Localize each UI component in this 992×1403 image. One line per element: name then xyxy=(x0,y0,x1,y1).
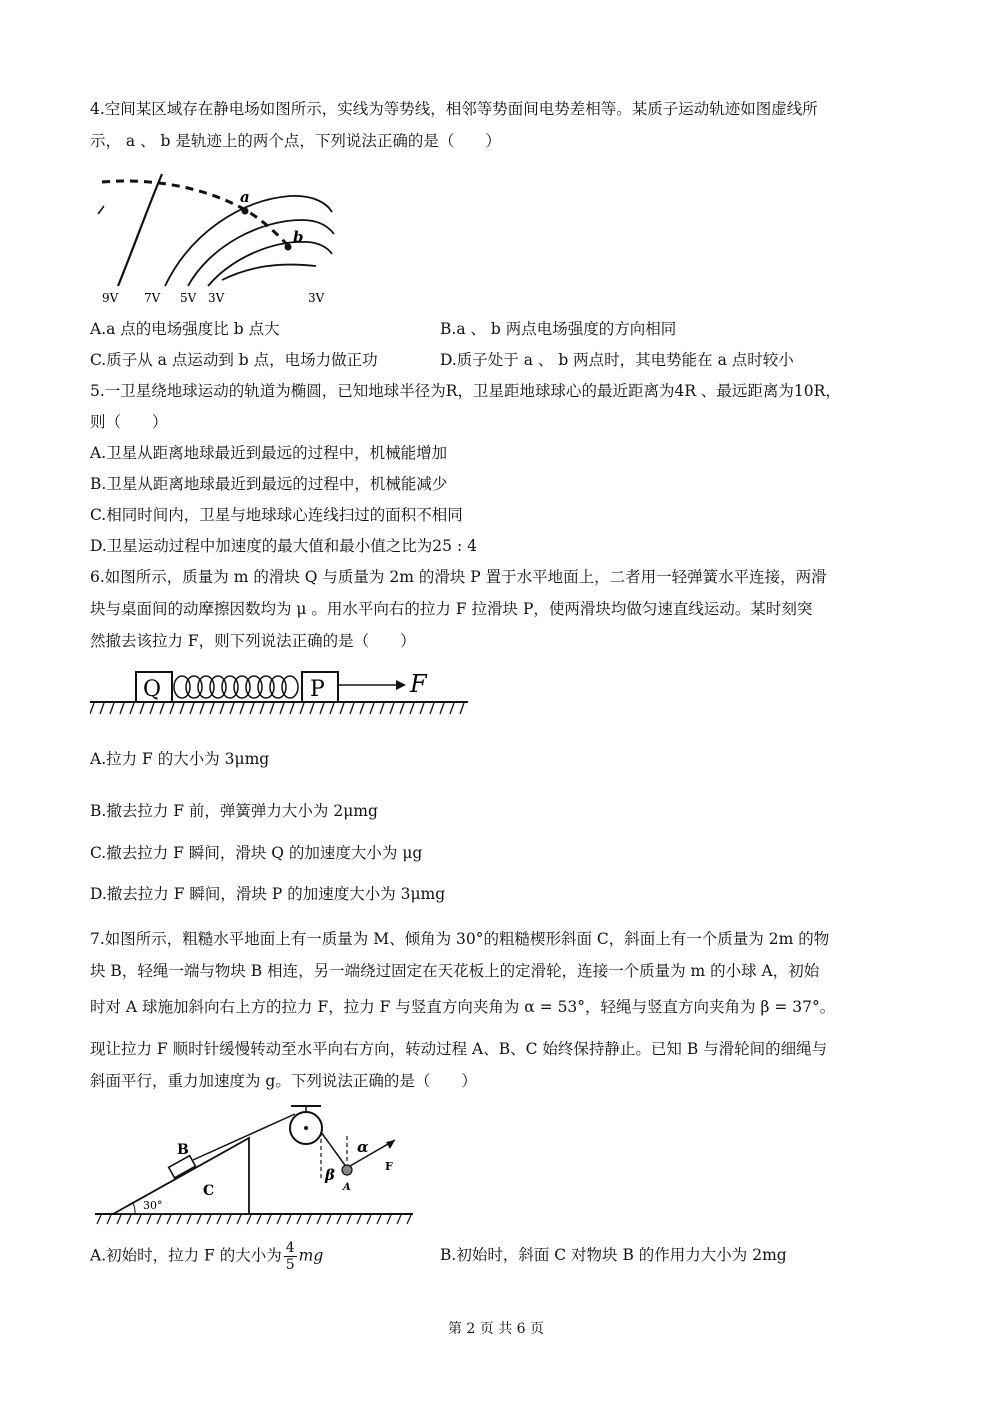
rope-pulley-to-a xyxy=(321,1132,347,1168)
fraction-denominator: 5 xyxy=(285,1257,295,1273)
label-f: F xyxy=(410,670,427,698)
q7-stem-line4: 现让拉力 F 顺时针缓慢转动至水平向右方向，转动过程 A、B、C 始终保持静止。已知 B 与滑轮间的细绳与 xyxy=(90,1040,828,1058)
fraction-4-5 xyxy=(284,1240,297,1273)
q4-option-a: A.a 点的电场强度比 b 点大 xyxy=(90,320,280,338)
label-angle-30: 30° xyxy=(143,1199,163,1212)
label-b: b xyxy=(293,228,304,246)
q6-option-a: A.拉力 F 的大小为 3μmg xyxy=(90,750,270,768)
label-a: a xyxy=(240,188,250,206)
q6-option-b: B.撤去拉力 F 前，弹簧弹力大小为 2μmg xyxy=(90,802,378,820)
q4-option-d: D.质子处于 a 、 b 两点时，其电势能在 a 点时较小 xyxy=(440,351,794,369)
fraction-numerator: 4 xyxy=(285,1240,295,1256)
q7-option-a-suffix: mg xyxy=(298,1246,324,1265)
q6-stem-line3: 然撤去该拉力 F，则下列说法正确的是（ ） xyxy=(90,632,416,650)
equipotential-3v-line xyxy=(208,242,332,286)
q6-option-c: C.撤去拉力 F 瞬间，滑块 Q 的加速度大小为 μg xyxy=(90,844,423,862)
trajectory-dash-mark xyxy=(98,206,104,214)
label-3v-right: 3V xyxy=(308,291,325,305)
spring-coil xyxy=(174,676,298,698)
q4-stem-line1: 4.空间某区域存在静电场如图所示，实线为等势线，相邻等势面间电势差相等。某质子运动轨迹如图虚线所 xyxy=(90,100,818,118)
equipotential-7v-line xyxy=(165,196,332,286)
q5-stem-line1: 5.一卫星绕地球运动的轨道为椭圆，已知地球半径为R，卫星距地球球心的最近距离为4R 、最远距离为10R， xyxy=(90,382,841,400)
label-3v: 3V xyxy=(208,291,225,305)
ground-hatching-q7 xyxy=(97,1215,411,1224)
q7-option-a xyxy=(90,1240,323,1273)
equipotential-3v-inner-line xyxy=(222,265,316,280)
q7-option-a-prefix: A.初始时，拉力 F 的大小为 xyxy=(90,1246,282,1265)
label-b: B xyxy=(177,1142,189,1158)
label-p: P xyxy=(310,677,325,702)
label-c: C xyxy=(203,1183,215,1199)
q7-stem-line1: 7.如图所示，粗糙水平地面上有一质量为 M、倾角为 30°的粗糙楔形斜面 C，斜面上有一个质量为 2m 的物 xyxy=(90,930,830,948)
label-9v: 9V xyxy=(102,291,119,305)
q7-stem-line2: 块 B，轻绳一端与物块 B 相连，另一端绕过固定在天花板上的定滑轮，连接一个质量为 m 的小球 A，初始 xyxy=(90,962,820,980)
q6-stem-line1: 6.如图所示，质量为 m 的滑块 Q 与质量为 2m 的滑块 P 置于水平地面上，二者用一轻弹簧水平连接，两滑 xyxy=(90,568,827,586)
q5-option-d: D.卫星运动过程中加速度的最大值和最小值之比为25 : 4 xyxy=(90,537,477,555)
label-f: F xyxy=(385,1160,393,1173)
equipotential-9v-line xyxy=(118,174,162,286)
point-a xyxy=(242,208,249,215)
q6-option-d: D.撤去拉力 F 瞬间，滑块 P 的加速度大小为 3μmg xyxy=(90,885,446,903)
label-a: A xyxy=(343,1182,351,1193)
q5-option-b: B.卫星从距离地球最近到最远的过程中，机械能减少 xyxy=(90,475,448,493)
q7-stem-line5: 斜面平行，重力加速度为 g。下列说法正确的是（ ） xyxy=(90,1072,477,1090)
q6-spring-figure xyxy=(90,660,470,720)
q5-stem-line2: 则（ ） xyxy=(90,413,168,431)
label-beta: β xyxy=(325,1166,335,1184)
page-footer: 第 2 页 共 6 页 xyxy=(447,1321,545,1337)
q7-option-b: B.初始时，斜面 C 对物块 B 的作用力大小为 2mg xyxy=(440,1246,787,1264)
q4-option-c: C.质子从 a 点运动到 b 点，电场力做正功 xyxy=(90,351,378,369)
label-5v: 5V xyxy=(180,291,197,305)
q5-option-c: C.相同时间内，卫星与地球球心连线扫过的面积不相同 xyxy=(90,506,463,524)
ground-hatching xyxy=(90,703,464,714)
q4-equipotential-figure xyxy=(90,162,350,308)
q7-stem-line3: 时对 A 球施加斜向右上方的拉力 F，拉力 F 与竖直方向夹角为 α = 53°，轻绳与竖直方向夹角为 β = 37°。 xyxy=(90,998,836,1016)
label-q: Q xyxy=(143,677,162,702)
q4-stem-line2: 示， a 、 b 是轨迹上的两个点，下列说法正确的是（ ） xyxy=(90,132,501,150)
q4-option-b: B.a 、 b 两点电场强度的方向相同 xyxy=(440,320,677,338)
q7-incline-figure xyxy=(95,1102,415,1227)
point-b xyxy=(285,244,292,251)
label-alpha: α xyxy=(357,1138,369,1156)
label-7v: 7V xyxy=(144,291,161,305)
q6-stem-line2: 块与桌面间的动摩擦因数均为 μ 。用水平向右的拉力 F 拉滑块 P，使两滑块均做匀速直线运动。某时刻突 xyxy=(90,600,813,618)
q5-option-a: A.卫星从距离地球最近到最远的过程中，机械能增加 xyxy=(90,444,448,462)
